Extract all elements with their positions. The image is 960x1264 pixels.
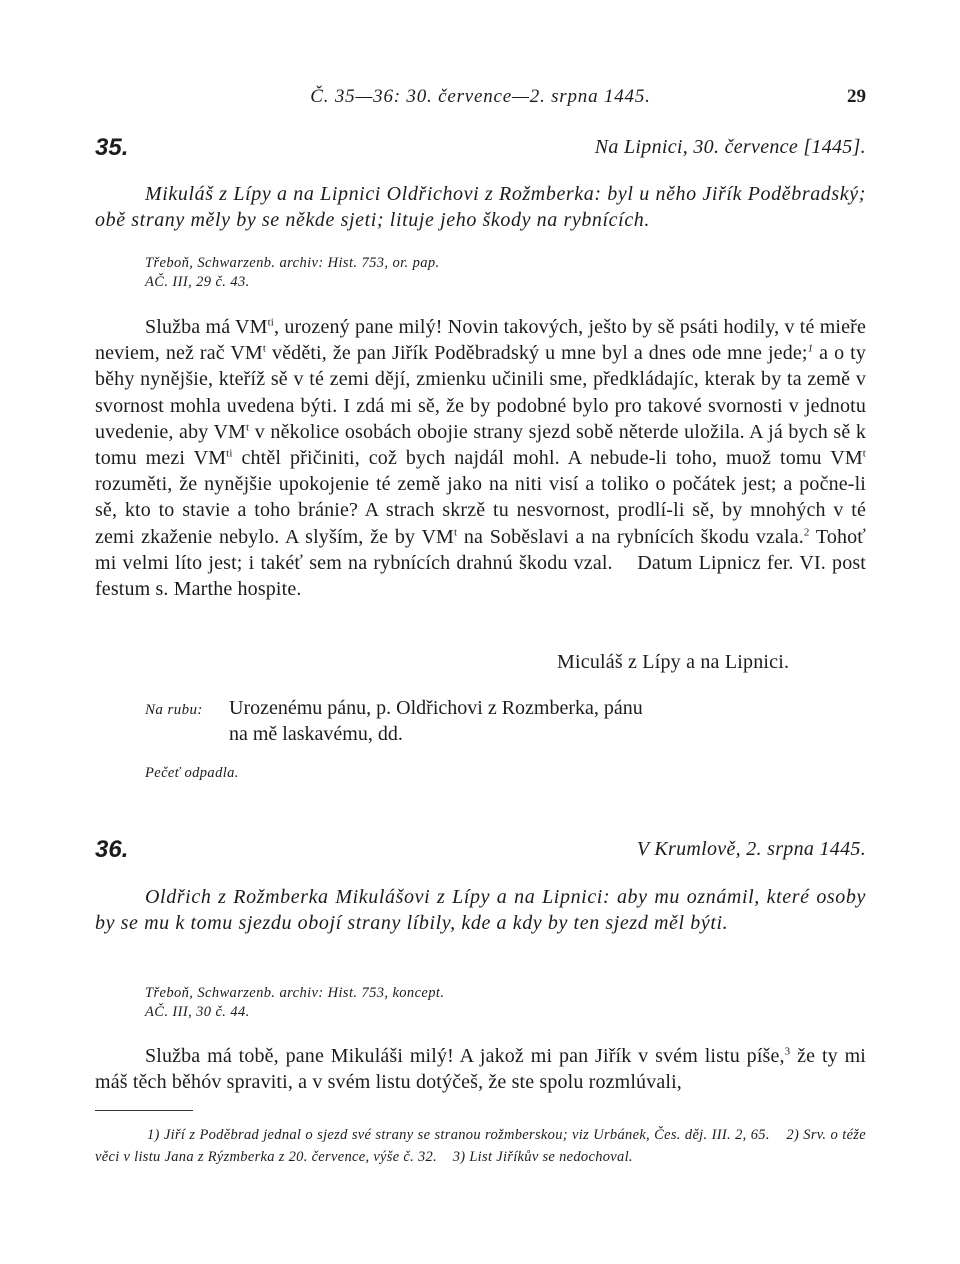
footnote-ref: 3 — [784, 1045, 791, 1058]
letter-text: na Soběslavi a na rybnících škodu vzala. — [457, 525, 804, 548]
page-header — [95, 86, 866, 112]
letter-text: že ty mi máš těch běhóv spraviti, a v svém listu dotýčeš, že ste spolu rozmlúvali, — [95, 1045, 866, 1094]
letter-text: Tohoť mi velmi líto jest; i takéť sem na rybnících drahnú škodu vzal. Datum Lipnicz fer. VI. post festum s. Marthe hospite. — [95, 525, 872, 601]
source-edition: AČ. III, 30 č. 44. — [145, 1004, 250, 1020]
entry-number: 35. — [95, 134, 129, 161]
entry-35-letter-text — [95, 314, 872, 602]
entry-35-heading — [95, 134, 866, 166]
running-title: Č. 35—36: 30. července—2. srpna 1445. — [310, 86, 651, 107]
entry-number: 36. — [95, 836, 129, 863]
superscript: ti — [226, 447, 233, 460]
superscript: ti — [267, 316, 274, 329]
entry-35-seal-note: Pečeť odpadla. — [145, 765, 239, 781]
footnotes: 1) Jiří z Poděbrad jednal o sjezd své strany se stranou rožmberskou; viz Urbánek, Čes. děj. III. 2, 65. 2) Srv. o téže věci v listu Jana z Rýzmberka z 20. července, výše č. 32. 3) List Jiříkův se nedochoval. — [95, 1127, 870, 1165]
entry-35-regest: Mikuláš z Lípy a na Lipnici Oldřichovi z Rožmberka: byl u něho Jiřík Poděbradský; obě strany měly by se někde sjeti; lituje jeho škody na rybnících. — [95, 183, 866, 231]
address-line: na mě laskavému, dd. — [229, 723, 403, 745]
entry-place-date: Na Lipnici, 30. července [1445]. — [594, 136, 866, 158]
letter-text: rozuměti, že nynějšie upokojenie té země jako na niti visí a toliko o počátek jest; a počne-li sě, kto to stavie a toho bránie? A strach skrzě tu nesvornost, prodlí-li sě, by mnohých v té zemi zkaženie nebylo. A slyším, že by VM — [95, 473, 866, 548]
superscript: t — [862, 447, 866, 460]
source-archive: Třeboň, Schwarzenb. archiv: Hist. 753, or. pap. — [145, 255, 440, 271]
letter-text: věděti, že pan Jiřík Poděbradský u mne byl a dnes ode mne jede; — [266, 342, 808, 365]
letter-text: Služba má tobě, pane Mikuláši milý! A jakož mi pan Jiřík v svém listu píše, — [145, 1045, 785, 1067]
source-edition: AČ. III, 29 č. 43. — [145, 274, 250, 290]
letter-text: v několice osobách obojie strany sjezd sobě něterde uložila. A já bych sě k tomu mezi VM — [95, 420, 866, 470]
entry-36-letter-text — [95, 1043, 866, 1095]
address-label: Na rubu: — [145, 702, 203, 718]
entry-36-regest: Oldřich z Rožmberka Mikulášovi z Lípy a na Lipnici: aby mu oznámil, které osoby by se mu k tomu sjezdu obojí strany líbily, kde a kdy by ten sjezd měl býti. — [95, 886, 866, 934]
letter-text: , urozený pane milý! Novin takových, ješto by sě psáti hodily, v té mieře neviem, než rač VM — [95, 316, 866, 365]
footnote-divider — [95, 1110, 193, 1111]
superscript: t — [246, 421, 250, 434]
entry-35-source — [145, 254, 866, 292]
page-number: 29 — [847, 86, 866, 107]
entry-36-source — [145, 984, 866, 1022]
letter-text: a o ty běhy nynějšie, kteříž sě v té zemi dějí, zmienku učinili sme, předkládajíc, kterak by ta země v svornost mohla uvedena býti. I zdá mi sě, že by podobné bylo pro takové svornosti v jednotu uvedenie, aby VM — [95, 342, 866, 443]
source-archive: Třeboň, Schwarzenb. archiv: Hist. 753, koncept. — [145, 985, 445, 1001]
entry-place-date: V Krumlově, 2. srpna 1445. — [636, 838, 866, 860]
footnote-ref: 2 — [803, 525, 810, 538]
address-line: Urozenému pánu, p. Oldřichovi z Rozmberka, pánu — [229, 697, 643, 719]
entry-35-signature: Miculáš z Lípy a na Lipnici. — [557, 651, 790, 673]
address-text — [229, 695, 729, 747]
letter-text: chtěl přičiniti, což bych najdál mohl. A nebude-li toho, muož tomu VM — [232, 447, 863, 470]
superscript: t — [453, 525, 458, 538]
footnote-ref: 1 — [807, 342, 814, 355]
letter-text: Služba má VM — [145, 316, 268, 338]
superscript: t — [262, 342, 267, 355]
entry-36-heading — [95, 836, 866, 868]
entry-35-address — [145, 695, 643, 745]
